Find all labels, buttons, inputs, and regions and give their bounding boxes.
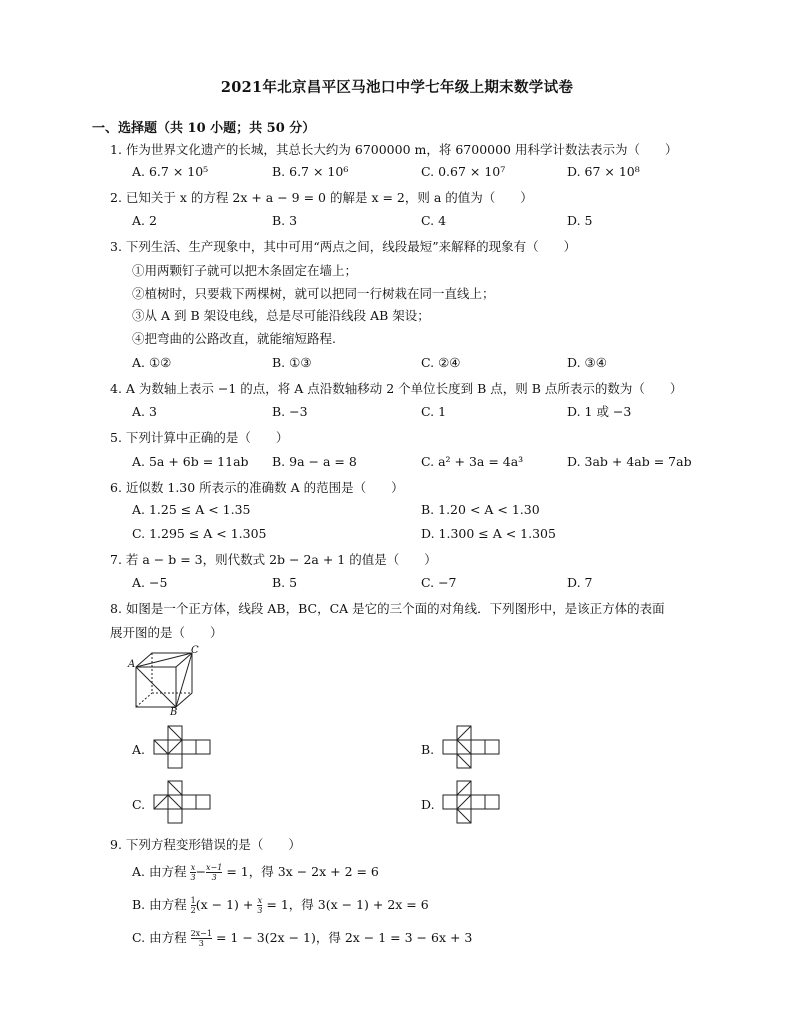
q9-option-c-suffix: = 1 − 3(2x − 1)，得 2x − 1 = 3 − 6x + 3 bbox=[215, 930, 473, 945]
page-title: 2021年北京昌平区马池口中学七年级上期末数学试卷 bbox=[220, 79, 574, 96]
fraction-2x-minus-1-over-3: $\frac{2x-1}{3}$ bbox=[190, 929, 212, 948]
q7-option-a: A. −5 bbox=[132, 575, 168, 590]
question-8-stem-line-2: 展开图的是（ ） bbox=[110, 625, 223, 640]
q9-option-b-suffix: = 1，得 3(x − 1) + 2x = 6 bbox=[266, 897, 429, 912]
q6-option-b: B. 1.20 < A < 1.30 bbox=[421, 502, 540, 517]
q4-option-c: C. 1 bbox=[421, 404, 447, 419]
q9-option-c-prefix: C. 由方程 bbox=[132, 930, 187, 945]
question-1-stem: 1. 作为世界文化遗产的长城，其总长大约为 6700000 m，将 6700000 用科学计数法表示为（ ） bbox=[110, 142, 678, 157]
q3-item-2: ②植树时，只要栽下两棵树，就可以把同一行树栽在同一直线上； bbox=[132, 286, 495, 301]
question-5-stem: 5. 下列计算中正确的是（ ） bbox=[110, 430, 289, 445]
q9-option-b bbox=[132, 896, 429, 915]
q4-option-a: A. 3 bbox=[132, 404, 157, 419]
q2-option-c: C. 4 bbox=[421, 213, 447, 228]
q5-option-d: D. 3ab + 4ab = 7ab bbox=[567, 454, 692, 469]
q3-option-a: A. ①② bbox=[132, 355, 172, 370]
q4-option-b: B. −3 bbox=[272, 404, 308, 419]
q8-option-d-label: D. bbox=[421, 797, 435, 812]
q9-option-a: A. 由方程 $\frac{x}{3}$ − $\frac{x-1}{3}$ = 1，得 3x − 2x + 2 = 6 bbox=[132, 863, 379, 882]
question-9-stem: 9. 下列方程变形错误的是（ ） bbox=[110, 837, 301, 852]
q8-option-d-net bbox=[441, 779, 503, 827]
q3-option-c: C. ②④ bbox=[421, 355, 461, 370]
q5-option-c: C. a² + 3a = 4a³ bbox=[421, 454, 524, 469]
q5-option-b: B. 9a − a = 8 bbox=[272, 454, 357, 469]
q8-option-c-net bbox=[152, 779, 214, 827]
q9-option-a-suffix: = 1，得 3x − 2x + 2 = 6 bbox=[226, 864, 379, 879]
fraction-1-over-2: $\frac{1}{2}$ bbox=[190, 896, 196, 915]
q5-option-a: A. 5a + 6b = 11ab bbox=[132, 454, 249, 469]
cube-label-c: C bbox=[191, 645, 199, 656]
q6-option-c: C. 1.295 ≤ A < 1.305 bbox=[132, 526, 267, 541]
q7-option-b: B. 5 bbox=[272, 575, 298, 590]
q8-option-c-label: C. bbox=[132, 797, 146, 812]
fraction-x-over-3: $\frac{x}{3}$ bbox=[190, 863, 196, 882]
q9-option-c bbox=[132, 929, 472, 948]
q2-option-d: D. 5 bbox=[567, 213, 593, 228]
q9-option-b-prefix: B. 由方程 bbox=[132, 897, 187, 912]
q7-option-d: D. 7 bbox=[567, 575, 593, 590]
question-4-stem: 4. A 为数轴上表示 −1 的点，将 A 点沿数轴移动 2 个单位长度到 B 点，则 B 点所表示的数为（ ） bbox=[110, 381, 683, 396]
q3-item-1: ①用两颗钉子就可以把木条固定在墙上； bbox=[132, 263, 358, 278]
q2-option-b: B. 3 bbox=[272, 213, 298, 228]
question-7-stem: 7. 若 a − b = 3，则代数式 2b − 2a + 1 的值是（ ） bbox=[110, 552, 437, 567]
q8-option-b-label: B. bbox=[421, 742, 435, 757]
cube-label-a: A bbox=[128, 659, 136, 670]
section-heading: 一、选择题（共 10 小题；共 50 分） bbox=[92, 121, 316, 136]
fraction-x-over-3-b: $\frac{x}{3}$ bbox=[257, 896, 263, 915]
cube-figure bbox=[128, 645, 198, 721]
question-6-stem: 6. 近似数 1.30 所表示的准确数 A 的范围是（ ） bbox=[110, 480, 404, 495]
q9-option-a-prefix: A. 由方程 bbox=[132, 864, 187, 879]
cube-label-b: B bbox=[170, 707, 178, 718]
question-2-stem: 2. 已知关于 x 的方程 2x + a − 9 = 0 的解是 x = 2，则 a 的值为（ ） bbox=[110, 190, 533, 205]
q3-item-4: ④把弯曲的公路改直，就能缩短路程. bbox=[132, 331, 336, 346]
q7-option-c: C. −7 bbox=[421, 575, 457, 590]
q3-option-d: D. ③④ bbox=[567, 355, 607, 370]
q3-option-b: B. ①③ bbox=[272, 355, 312, 370]
q1-option-c: C. 0.67 × 10⁷ bbox=[421, 164, 506, 179]
q1-option-a: A. 6.7 × 10⁵ bbox=[132, 164, 209, 179]
q8-option-a-label: A. bbox=[132, 742, 146, 757]
q4-option-d: D. 1 或 −3 bbox=[567, 404, 632, 419]
fraction-x-minus-1-over-3: $\frac{x-1}{3}$ bbox=[206, 863, 223, 882]
q8-option-b-net bbox=[441, 724, 503, 772]
q3-item-3: ③从 A 到 B 架设电线，总是尽可能沿线段 AB 架设； bbox=[132, 308, 430, 323]
question-8-stem-line-1: 8. 如图是一个正方体，线段 AB，BC，CA 是它的三个面的对角线．下列图形中，是该正方体的表面 bbox=[110, 601, 665, 616]
q1-option-d: D. 67 × 10⁸ bbox=[567, 164, 640, 179]
q9-option-b-middle: (x − 1) + bbox=[195, 897, 254, 912]
question-3-stem: 3. 下列生活、生产现象中，其中可用“两点之间，线段最短”来解释的现象有（ ） bbox=[110, 239, 577, 254]
q2-option-a: A. 2 bbox=[132, 213, 157, 228]
q6-option-a: A. 1.25 ≤ A < 1.35 bbox=[132, 502, 251, 517]
q6-option-d: D. 1.300 ≤ A < 1.305 bbox=[421, 526, 556, 541]
q1-option-b: B. 6.7 × 10⁶ bbox=[272, 164, 349, 179]
q8-option-a-net bbox=[152, 724, 214, 772]
